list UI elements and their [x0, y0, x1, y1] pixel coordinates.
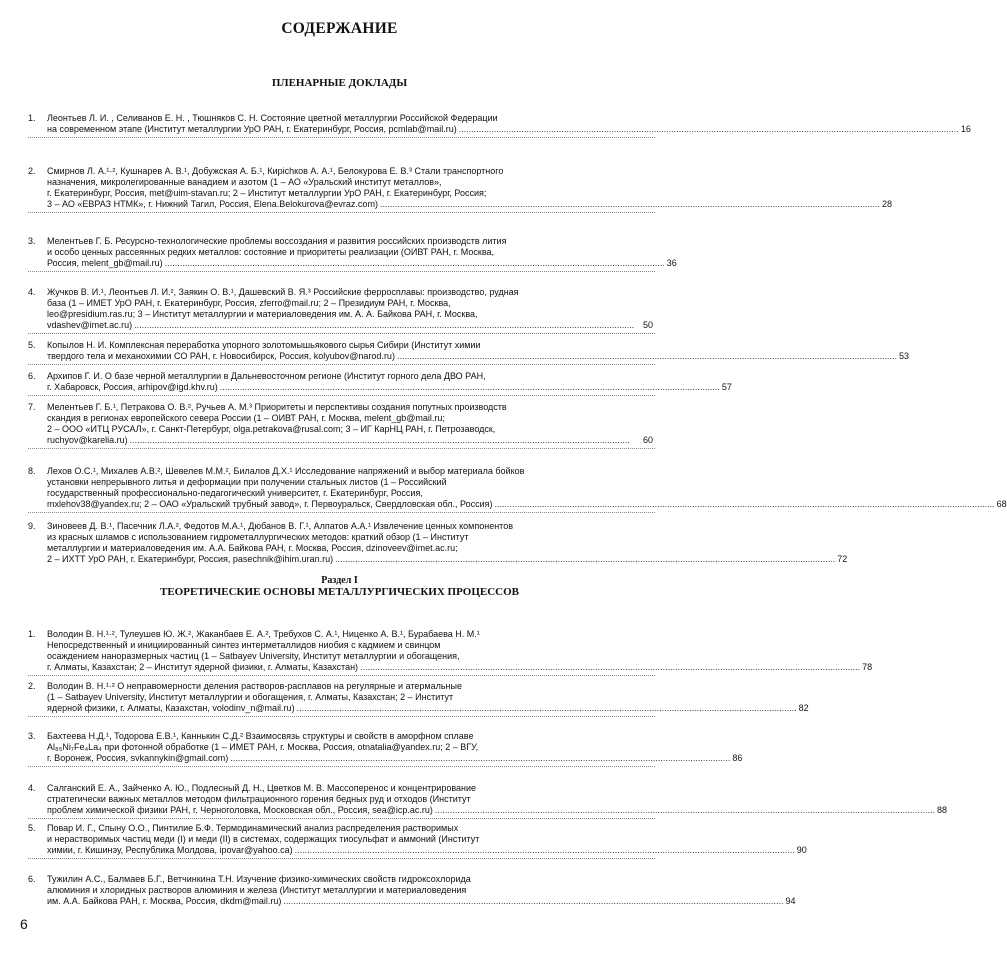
entry-line-with-page: [47, 382, 732, 393]
section-label: Раздел I: [321, 575, 358, 586]
leader-dots: ........................................................................................................................................................................................................: [379, 199, 881, 209]
entry-line-with-page: [47, 753, 743, 764]
entry-text: химии, г. Кишинэу, Республика Молдова, ipovar@yahoo.ca): [47, 845, 293, 855]
entry-separator: [28, 766, 655, 767]
entry-page: 28: [882, 199, 893, 209]
entry-text: государственный профессионально-педагогический университет, г. Екатеринбург, Россия,: [47, 488, 423, 498]
section-heading-plenary: ПЛЕНАРНЫЕ ДОКЛАДЫ: [271, 77, 408, 89]
entry-text: 2 – ООО «ИТЦ РУСАЛ», г. Санкт-Петербург, olga.petrakova@rusal.com; 3 – ИГ КарНЦ РАН, г. Петрозаводск,: [47, 424, 496, 434]
entry-text: осаждением наноразмерных частиц (1 – Satbayev University, Институт металлургии и обогащения,: [47, 651, 460, 661]
entry-page: 88: [937, 805, 948, 815]
entry-separator: [28, 675, 655, 676]
leader-dots: ........................................................................................................................................................................................................: [396, 351, 898, 361]
entry-text: стратегически важных металлов методом фильтрационного горения бедных руд и отходов (Институт: [47, 794, 471, 804]
entry-line-with-page: [47, 805, 948, 816]
entry-number: 3.: [28, 236, 36, 246]
leader-dots: ........................................................................................................................................................................................................: [294, 845, 795, 855]
entry-line-with-page: [47, 124, 971, 135]
page-title: СОДЕРЖАНИЕ: [281, 20, 398, 37]
page-number: 6: [20, 916, 28, 932]
entry-page: 57: [721, 382, 732, 392]
entry-text: Тужилин А.С., Балмаев Б.Г., Ветчинкина Т.Н. Изучение физико-химических свойств гидроксохлорида: [47, 874, 471, 884]
entry-text: твердого тела и механохимии СО РАН, г. Новосибирск, Россия, kolyubov@narod.ru): [47, 351, 395, 361]
entry-text: Повар И. Г., Спыну О.О., Пинтилие Б.Ф. Термодинамический анализ распределения растворимых: [47, 823, 459, 833]
entry-separator: [28, 448, 655, 449]
entry-number: 8.: [28, 466, 36, 476]
entry-number: 4.: [28, 783, 36, 793]
entry-separator: [28, 271, 655, 272]
entry-text: база (1 – ИМЕТ УрО РАН, г. Екатеринбург, Россия, zferro@mail.ru; 2 – Президиум РАН, г. Москва,: [47, 298, 451, 308]
entry-line-with-page: [47, 258, 677, 269]
entry-text: Салганский Е. А., Зайченко А. Ю., Подлесный Д. Н., Цветков М. В. Массоперенос и концентрирование: [47, 783, 477, 793]
entry-text: Непосредственный и инициированный синтез интерметаллидов ниобия с кадмием и свинцом: [47, 640, 441, 650]
entry-text: (1 – Satbayev University, Институт металлургии и обогащения, г. Алматы, Казахстан; 2 – Институт: [47, 692, 454, 702]
entry-text: Володин В. Н.¹·², Тулеушев Ю. Ж.², Жаканбаев Е. А.², Требухов С. А.¹, Ниценко А. В.¹, Бурабаева Н. М.¹: [47, 629, 480, 639]
leader-dots: ........................................................................................................................................................................................................: [458, 124, 959, 134]
entry-number: 5.: [28, 340, 36, 350]
entry-line-with-page: [47, 351, 910, 362]
entry-number: 6.: [28, 874, 36, 884]
entry-number: 1.: [28, 629, 36, 639]
leader-dots: ........................................................................................................................................................................................................: [360, 662, 861, 672]
entry-text: Володин В. Н.¹·² О неправомерности деления растворов-расплавов на регулярные и атермальные: [47, 681, 462, 691]
entry-text: г. Хабаровск, Россия, arhipov@igd.khv.ru): [47, 382, 218, 392]
entry-text: Зиновеев Д. В.¹, Пасечник Л.А.², Федотов М.А.¹, Дюбанов В. Г.¹, Алпатов А.А.¹ Извлечение ценных компонентов: [47, 521, 513, 531]
entry-separator: [28, 137, 655, 138]
entry-text: 3 – АО «ЕВРАЗ НТМК», г. Нижний Тагил, Россия, Elena.Belokurova@evraz.com): [47, 199, 378, 209]
entry-text: на современном этапе (Институт металлургии УрО РАН, г. Екатеринбург, Россия, pcmlab@mail.ru): [47, 124, 457, 134]
entry-text: 2 – ИХТТ УрО РАН, г. Екатеринбург, Россия, pasechnik@ihim.uran.ru): [47, 554, 334, 564]
entry-page: 82: [798, 703, 809, 713]
leader-dots: ........................................................................................................................................................................................................: [335, 554, 836, 564]
leader-dots: ........................................................................................................................................................................................................: [494, 499, 995, 509]
entry-text: Жучков В. И.¹, Леонтьев Л. И.², Заякин О. В.¹, Дашевский В. Я.³ Российские ферросплавы: производство, рудная: [47, 287, 519, 297]
entry-text: Мелентьев Г. Б.¹, Петракова О. В.², Ручьев А. М.³ Приоритеты и перспективы создания попутных производств: [47, 402, 507, 412]
leader-dots: ........................................................................................................................................................................................................: [219, 382, 720, 392]
entry-text: vdashev@imet.ac.ru): [47, 320, 133, 330]
entry-text: установки непрерывного литья и деформации при получении стальных листов (1 – Российский: [47, 477, 447, 487]
entry-text: назначения, микролегированные ванадием и азотом (1 – АО «Уральский институт металлов»,: [47, 177, 442, 187]
entry-line-with-page: [47, 554, 848, 565]
entry-text: Мелентьев Г. Б. Ресурсно-технологические проблемы воссоздания и развития российских производств лития: [47, 236, 507, 246]
leader-dots: ........................................................................................................................................................................................................: [134, 320, 635, 330]
entry-page: 94: [785, 896, 796, 906]
entry-page: 60: [642, 435, 653, 445]
entry-line-with-page: [47, 435, 653, 446]
entry-number: 7.: [28, 402, 36, 412]
leader-dots: ........................................................................................................................................................................................................: [296, 703, 797, 713]
entry-text: ruchyov@karelia.ru): [47, 435, 128, 445]
entry-line-with-page: [47, 896, 796, 907]
entry-page: 78: [862, 662, 873, 672]
entry-text: им. А.А. Байкова РАН, г. Москва, Россия, dkdm@mail.ru): [47, 896, 282, 906]
entry-number: 9.: [28, 521, 36, 531]
entry-page: 68: [996, 499, 1007, 509]
leader-dots: ........................................................................................................................................................................................................: [129, 435, 630, 445]
entry-text: Леонтьев Л. И. , Селиванов Е. Н. , Тюшняков С. Н. Состояние цветной металлургии Российской Федерации: [47, 113, 498, 123]
leader-dots: ........................................................................................................................................................................................................: [283, 896, 784, 906]
entry-number: 6.: [28, 371, 36, 381]
entry-page: 36: [666, 258, 677, 268]
entry-text: металлургии и материаловедения им. А.А. Байкова РАН, г. Москва, Россия, dzinoveev@imet.ac.ru;: [47, 543, 458, 553]
entry-line-with-page: [47, 662, 873, 673]
leader-dots: ........................................................................................................................................................................................................: [434, 805, 936, 815]
entry-text: скандия в регионах европейского севера России (1 – ОИВТ РАН, г. Москва, melent_gb@mail.ru;: [47, 413, 445, 423]
entry-text: Копылов Н. И. Комплексная переработка упорного золотомышьякового сырья Сибири (Институт химии: [47, 340, 481, 350]
entry-line-with-page: [47, 703, 809, 714]
entry-separator: [28, 858, 655, 859]
leader-dots: ........................................................................................................................................................................................................: [230, 753, 731, 763]
entry-page: 16: [960, 124, 971, 134]
entry-text: и нерастворимых частиц меди (I) и меди (II) в системах, содержащих тиосульфат и аммоний (Институт: [47, 834, 480, 844]
entry-page: 50: [642, 320, 653, 330]
entry-text: leo@presidium.ras.ru; 3 – Институт металлургии и материаловедения им. А. А. Байкова РАН, г. Москва,: [47, 309, 478, 319]
entry-number: 4.: [28, 287, 36, 297]
entry-text: Al₈₅Ni₇Fe₄La₄ при фотонной обработке (1 – ИМЕТ РАН, г. Москва, Россия, otnatalia@yandex.ru; 2 – ВГУ,: [47, 742, 479, 752]
entry-separator: [28, 818, 655, 819]
entry-separator: [28, 512, 655, 513]
entry-separator: [28, 333, 655, 334]
section-heading: ТЕОРЕТИЧЕСКИЕ ОСНОВЫ МЕТАЛЛУРГИЧЕСКИХ ПРОЦЕССОВ: [160, 586, 519, 598]
entry-line-with-page: [47, 199, 893, 210]
entry-number: 2.: [28, 166, 36, 176]
entry-separator: [28, 364, 655, 365]
entry-page: 72: [837, 554, 848, 564]
entry-text: г. Екатеринбург, Россия, met@uim-stavan.ru; 2 – Институт металлургии УрО РАН, г. Екатеринбург, Россия;: [47, 188, 487, 198]
entry-number: 1.: [28, 113, 36, 123]
entry-text: ядерной физики, г. Алматы, Казахстан, volodinv_n@mail.ru): [47, 703, 295, 713]
entry-line-with-page: [47, 320, 653, 331]
entry-page: 53: [899, 351, 910, 361]
entry-text: Лехов О.С.¹, Михалев А.В.², Шевелев М.М.², Билалов Д.Х.¹ Исследование напряжений и выбор материала бойков: [47, 466, 525, 476]
entry-line-with-page: [47, 499, 1007, 510]
entry-separator: [28, 716, 655, 717]
leader-dots: ........................................................................................................................................................................................................: [164, 258, 665, 268]
entry-text: Архипов Г. И. О базе черной металлургии в Дальневосточном регионе (Институт горного дела ДВО РАН,: [47, 371, 486, 381]
entry-line-with-page: [47, 845, 807, 856]
entry-number: 5.: [28, 823, 36, 833]
entry-text: проблем химической физики РАН, г. Черноголовка, Московская обл., Россия, sea@icp.ac.ru): [47, 805, 433, 815]
entry-number: 3.: [28, 731, 36, 741]
entry-text: и особо ценных рассеянных редких металлов: состояние и приоритеты реализации (ОИВТ РАН, г. Москва,: [47, 247, 495, 257]
entry-page: 90: [796, 845, 807, 855]
entry-text: Россия, melent_gb@mail.ru): [47, 258, 163, 268]
entry-text: mxlehov38@yandex.ru; 2 – ОАО «Уральский трубный завод», г. Первоуральск, Свердловская обл., Россия): [47, 499, 493, 509]
entry-text: алюминия и хлоридных растворов алюминия и железа (Институт металлургии и материаловедения: [47, 885, 467, 895]
entry-text: из красных шламов с использованием гидрометаллургических методов: краткий обзор (1 – Институт: [47, 532, 469, 542]
entry-separator: [28, 395, 655, 396]
entry-text: Смирнов Л. А.¹·², Кушнарев А. В.¹, Добужская А. Б.¹, Кирichков А. А.¹, Белокурова Е. В.³ Стали транспортного: [47, 166, 504, 176]
entry-text: Бахтеева Н.Д.¹, Тодорова Е.В.¹, Каннькин С.Д.² Взаимосвязь структуры и свойств в аморфном сплаве: [47, 731, 474, 741]
entry-number: 2.: [28, 681, 36, 691]
entry-page: 86: [732, 753, 743, 763]
entry-separator: [28, 212, 655, 213]
entry-text: г. Алматы, Казахстан; 2 – Институт ядерной физики, г. Алматы, Казахстан): [47, 662, 359, 672]
entry-text: г. Воронеж, Россия, svkannykin@gmail.com): [47, 753, 229, 763]
